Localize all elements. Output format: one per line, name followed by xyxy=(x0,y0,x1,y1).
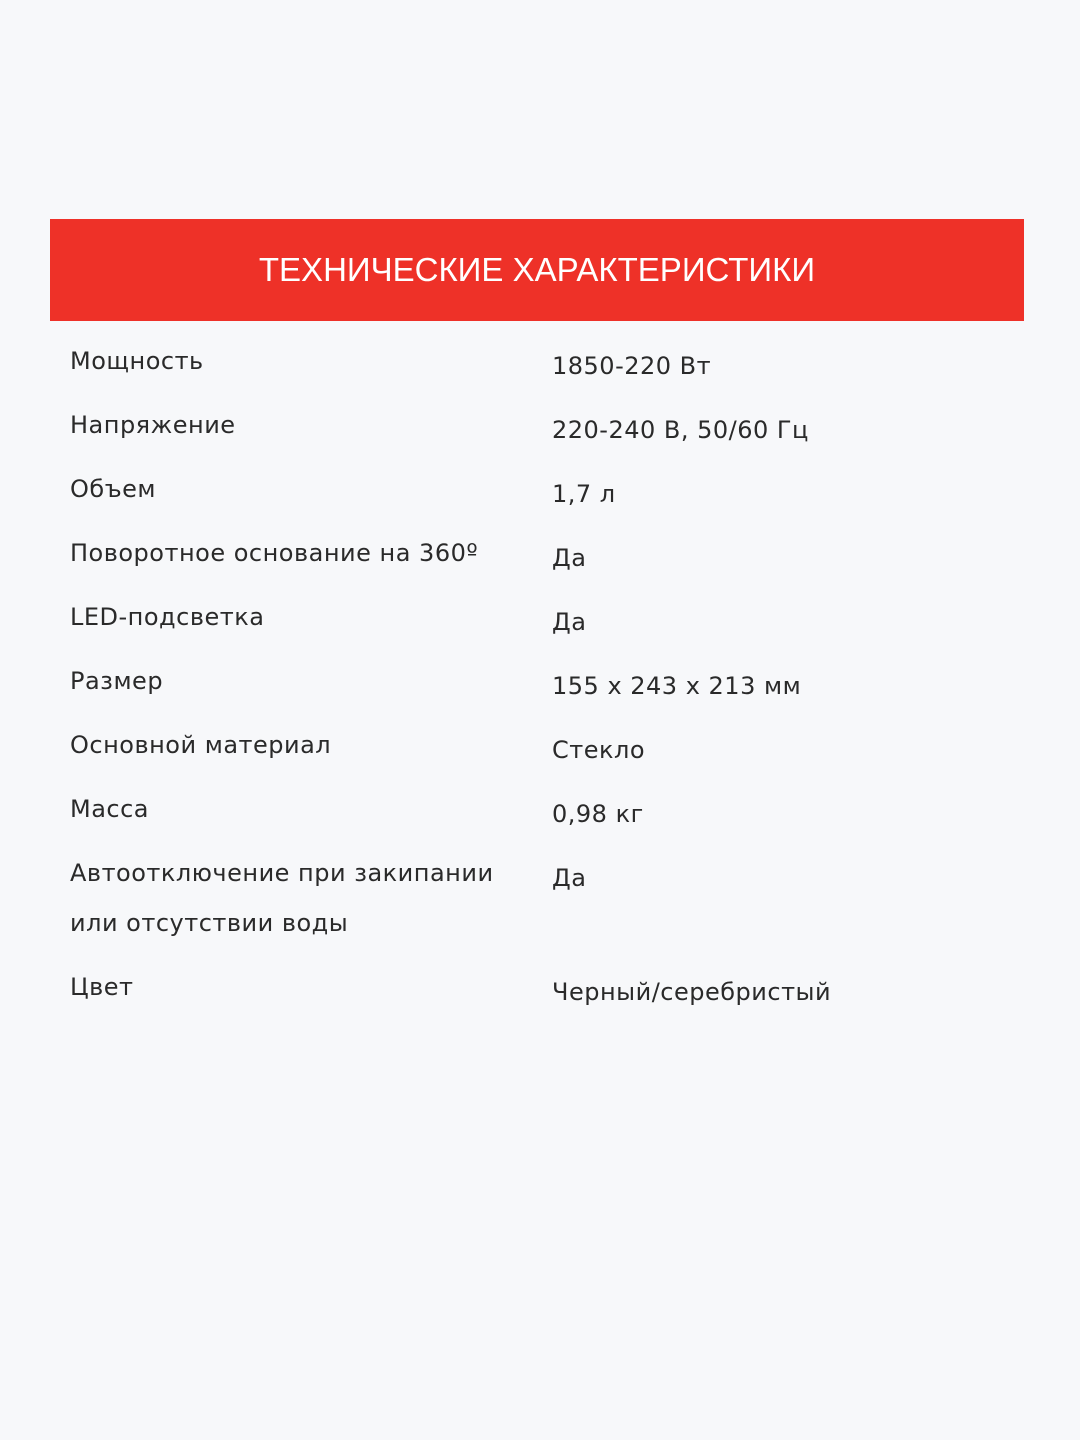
spec-label: Мощность xyxy=(70,347,204,375)
spec-value: 1850-220 Вт xyxy=(552,352,712,380)
spec-value: Стекло xyxy=(552,736,646,764)
spec-value: Да xyxy=(552,544,587,572)
spec-row-led xyxy=(70,592,970,656)
spec-row-material xyxy=(70,720,970,784)
spec-row-volume xyxy=(70,464,970,528)
spec-row-rotating-base xyxy=(70,528,970,592)
spec-value: 220-240 В, 50/60 Гц xyxy=(552,416,809,444)
spec-label-line: или отсутствии воды xyxy=(70,909,349,937)
spec-header-banner xyxy=(50,219,1024,321)
spec-table xyxy=(70,336,970,1026)
spec-row-color xyxy=(70,962,970,1026)
spec-label: Поворотное основание на 360º xyxy=(70,539,479,567)
spec-label: Основной материал xyxy=(70,731,332,759)
spec-label: Размер xyxy=(70,667,164,695)
spec-value: Черный/серебристый xyxy=(552,978,832,1006)
spec-row-size xyxy=(70,656,970,720)
spec-label: Цвет xyxy=(70,973,134,1001)
spec-value: Да xyxy=(552,608,587,636)
spec-label: LED-подсветка xyxy=(70,603,265,631)
spec-value: Да xyxy=(552,864,587,892)
spec-label xyxy=(70,848,552,948)
spec-row-voltage xyxy=(70,400,970,464)
spec-label: Напряжение xyxy=(70,411,236,439)
spec-label: Объем xyxy=(70,475,157,503)
spec-row-weight xyxy=(70,784,970,848)
page-title: ТЕХНИЧЕСКИЕ ХАРАКТЕРИСТИКИ xyxy=(258,251,816,288)
spec-label-line: Автоотключение при закипании xyxy=(70,859,494,887)
spec-value: 0,98 кг xyxy=(552,800,644,828)
spec-label: Масса xyxy=(70,795,150,823)
spec-row-auto-off xyxy=(70,848,970,962)
spec-value: 155 х 243 х 213 мм xyxy=(552,672,802,700)
spec-value: 1,7 л xyxy=(552,480,616,508)
spec-row-power xyxy=(70,336,970,400)
